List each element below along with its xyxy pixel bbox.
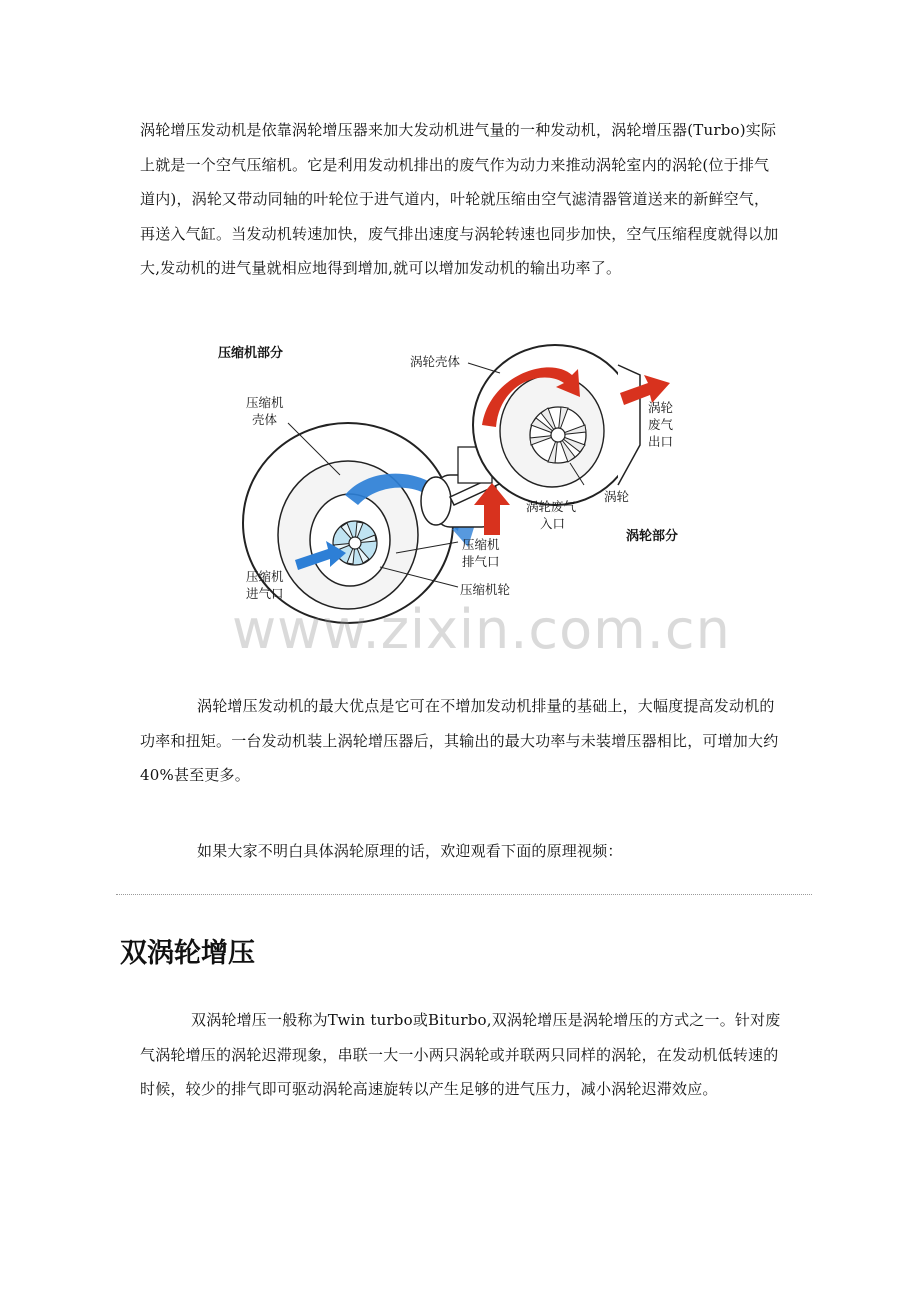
turbocharger-diagram xyxy=(200,335,720,655)
turbine-exhaust-outlet-label-line3: 出口 xyxy=(648,434,674,449)
compressor-inlet-label-line2: 进气口 xyxy=(246,586,284,601)
section-divider xyxy=(116,894,812,895)
compressor-section-title: 压缩机部分 xyxy=(218,346,284,361)
turbine-wheel-label: 涡轮 xyxy=(604,489,630,504)
section-heading: 双涡轮增压 xyxy=(120,938,255,969)
video-paragraph: 如果大家不明白具体涡轮原理的话，欢迎观看下面的原理视频： xyxy=(197,842,623,860)
compressor-housing-label-line2: 壳体 xyxy=(252,412,278,427)
compressor-discharge-label-line1: 压缩机 xyxy=(462,537,500,552)
twin-turbo-paragraph: 双涡轮增压一般称为Twin turbo或Biturbo,双涡轮增压是涡轮增压的方式之一。针对废气涡轮增压的涡轮迟滞现象，串联一大一小两只涡轮或并联两只同样的涡轮，在发动机低转速的时候，较少的排气即可驱动涡轮高速旋转以产生足够的进气压力，减小涡轮迟滞效应。 xyxy=(140,1011,781,1098)
compressor-inlet-label-line1: 压缩机 xyxy=(246,569,284,584)
turbine-exhaust-outlet-label-line2: 废气 xyxy=(648,417,674,432)
turbine-section-title: 涡轮部分 xyxy=(626,529,679,544)
turbine-housing-label: 涡轮壳体 xyxy=(410,354,461,369)
advantage-paragraph: 涡轮增压发动机的最大优点是它可在不增加发动机排量的基础上，大幅度提高发动机的功率和扭矩。一台发动机装上涡轮增压器后，其输出的最大功率与未装增压器相比，可增加大约40%甚至更多。 xyxy=(140,697,779,784)
turbine-wheel-shape xyxy=(530,407,586,463)
compressor-housing-label-line1: 压缩机 xyxy=(246,395,284,410)
compressor-wheel-label: 压缩机轮 xyxy=(460,582,511,597)
turbine-exhaust-inlet-label-line2: 入口 xyxy=(540,516,566,531)
turbine-exhaust-outlet-label-line1: 涡轮 xyxy=(648,400,674,415)
intro-paragraph: 涡轮增压发动机是依靠涡轮增压器来加大发动机进气量的一种发动机，涡轮增压器(Turbo)实际上就是一个空气压缩机。它是利用发动机排出的废气作为动力来推动涡轮室内的涡轮(位于排气道内)，涡轮又带动同轴的叶轮位于进气道内，叶轮就压缩由空气滤清器管道送来的新鲜空气，再送入气缸。当发动机转速加快，废气排出速度与涡轮转速也同步加快，空气压缩程度就得以加大,发动机的进气量就相应地得到增加,就可以增加发动机的输出功率了。 xyxy=(140,121,779,277)
turbine-exhaust-inlet-label-line1: 涡轮废气 xyxy=(526,499,577,514)
watermark: www.zixin.com.cn xyxy=(232,598,731,661)
compressor-discharge-label-line2: 排气口 xyxy=(462,554,500,569)
